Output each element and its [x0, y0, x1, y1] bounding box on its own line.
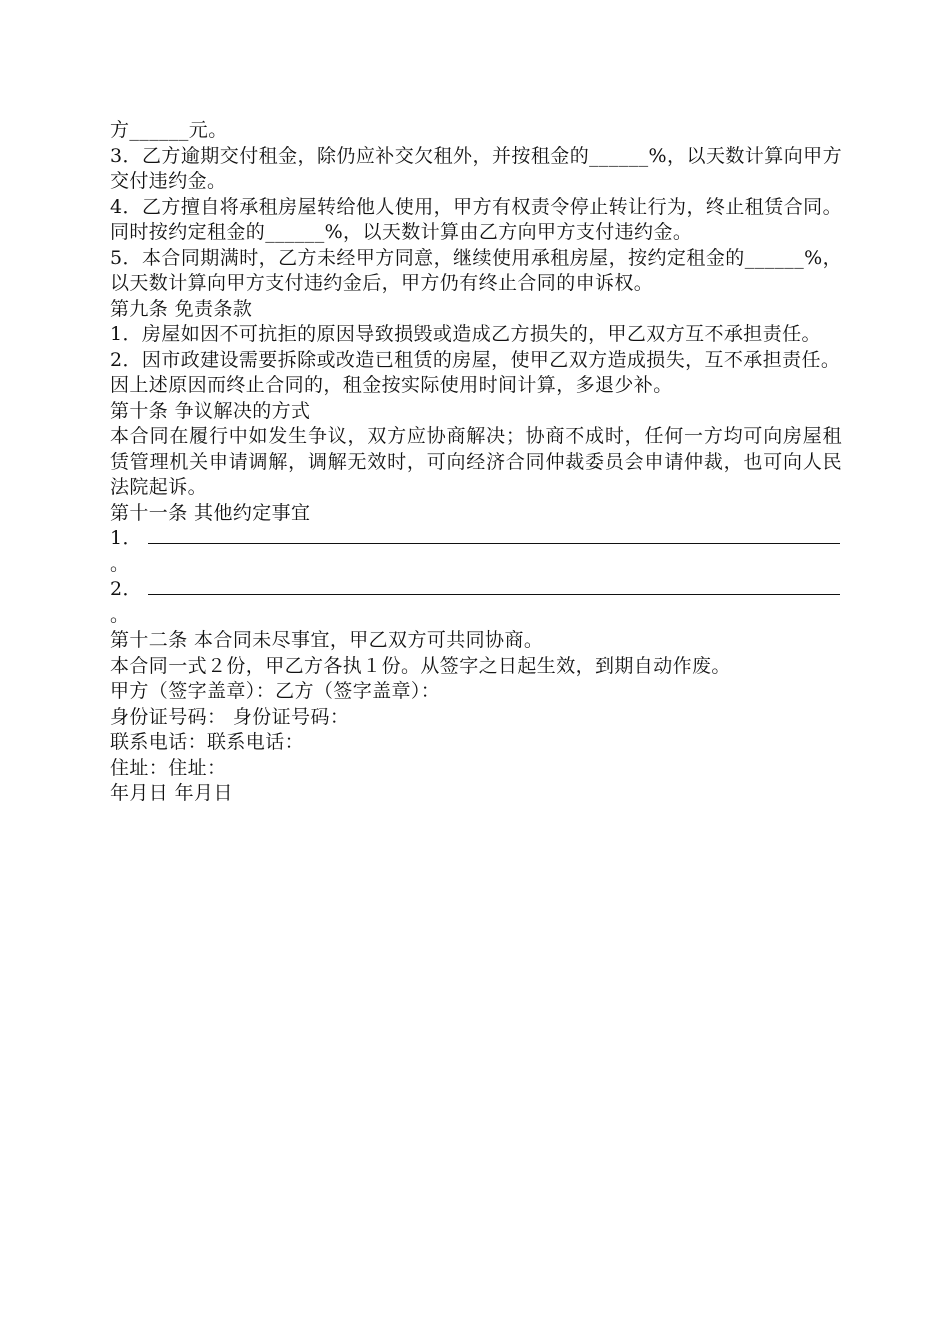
other-terms-item-2 [110, 577, 842, 603]
address-row: 住址：住址： [110, 756, 227, 779]
article-12-heading: 第十二条 本合同未尽事宜，甲乙双方可共同协商。 [110, 629, 544, 651]
paragraph-sublet-penalty: 4．乙方擅自将承租房屋转给他人使用，甲方有权责令停止转让行为，终止租赁合同。同时按约定租金的______%，以天数计算由乙方向甲方支付违约金。 [110, 195, 842, 243]
fill-in-blank-line[interactable] [148, 578, 840, 595]
phone-row: 联系电话：联系电话： [110, 731, 305, 753]
paragraph-copies-validity: 本合同一式２份，甲乙方各执１份。从签字之日起生效，到期自动作废。 [110, 654, 731, 677]
item-number: 1． [110, 527, 142, 549]
paragraph-penalty-amount-end: 方______元。 [110, 119, 228, 141]
article-11-heading: 第十一条 其他约定事宜 [110, 501, 311, 524]
paragraph-municipal-demolition: 2．因市政建设需要拆除或改造已租赁的房屋，使甲乙双方造成损失，互不承担责任。 [110, 348, 841, 371]
id-number-row: 身份证号码： 身份证号码： [110, 705, 350, 728]
signature-parties: 甲方（签字盖章）：乙方（签字盖章）： [110, 680, 441, 702]
article-9-heading: 第九条 免责条款 [110, 297, 253, 320]
paragraph-overstay-penalty: 5．本合同期满时，乙方未经甲方同意，继续使用承租房屋，按约定租金的______%，以天数计算向甲方支付违约金后，甲方仍有终止合同的申诉权。 [110, 246, 842, 294]
paragraph-late-rent-penalty: 3．乙方逾期交付租金，除仍应补交欠租外，并按租金的______%，以天数计算向甲方交付违约金。 [110, 144, 842, 192]
paragraph-force-majeure: 1．房屋如因不可抗拒的原因导致损毁或造成乙方损失的，甲乙双方互不承担责任。 [110, 323, 821, 345]
item-number: 2． [110, 578, 142, 600]
item-2-terminator: 。 [110, 603, 130, 626]
paragraph-dispute-resolution: 本合同在履行中如发生争议，双方应协商解决；协商不成时，任何一方均可向房屋租赁管理机关申请调解，调解无效时，可向经济合同仲裁委员会申请仲裁，也可向人民法院起诉。 [110, 425, 842, 498]
article-10-heading: 第十条 争议解决的方式 [110, 399, 311, 422]
paragraph-rent-settlement: 因上述原因而终止合同的，租金按实际使用时间计算，多退少补。 [110, 374, 673, 396]
fill-in-blank-line[interactable] [148, 527, 840, 544]
item-1-terminator: 。 [110, 552, 130, 575]
other-terms-item-1 [110, 526, 842, 552]
date-row: 年月日 年月日 [110, 782, 233, 804]
contract-page [110, 118, 842, 807]
